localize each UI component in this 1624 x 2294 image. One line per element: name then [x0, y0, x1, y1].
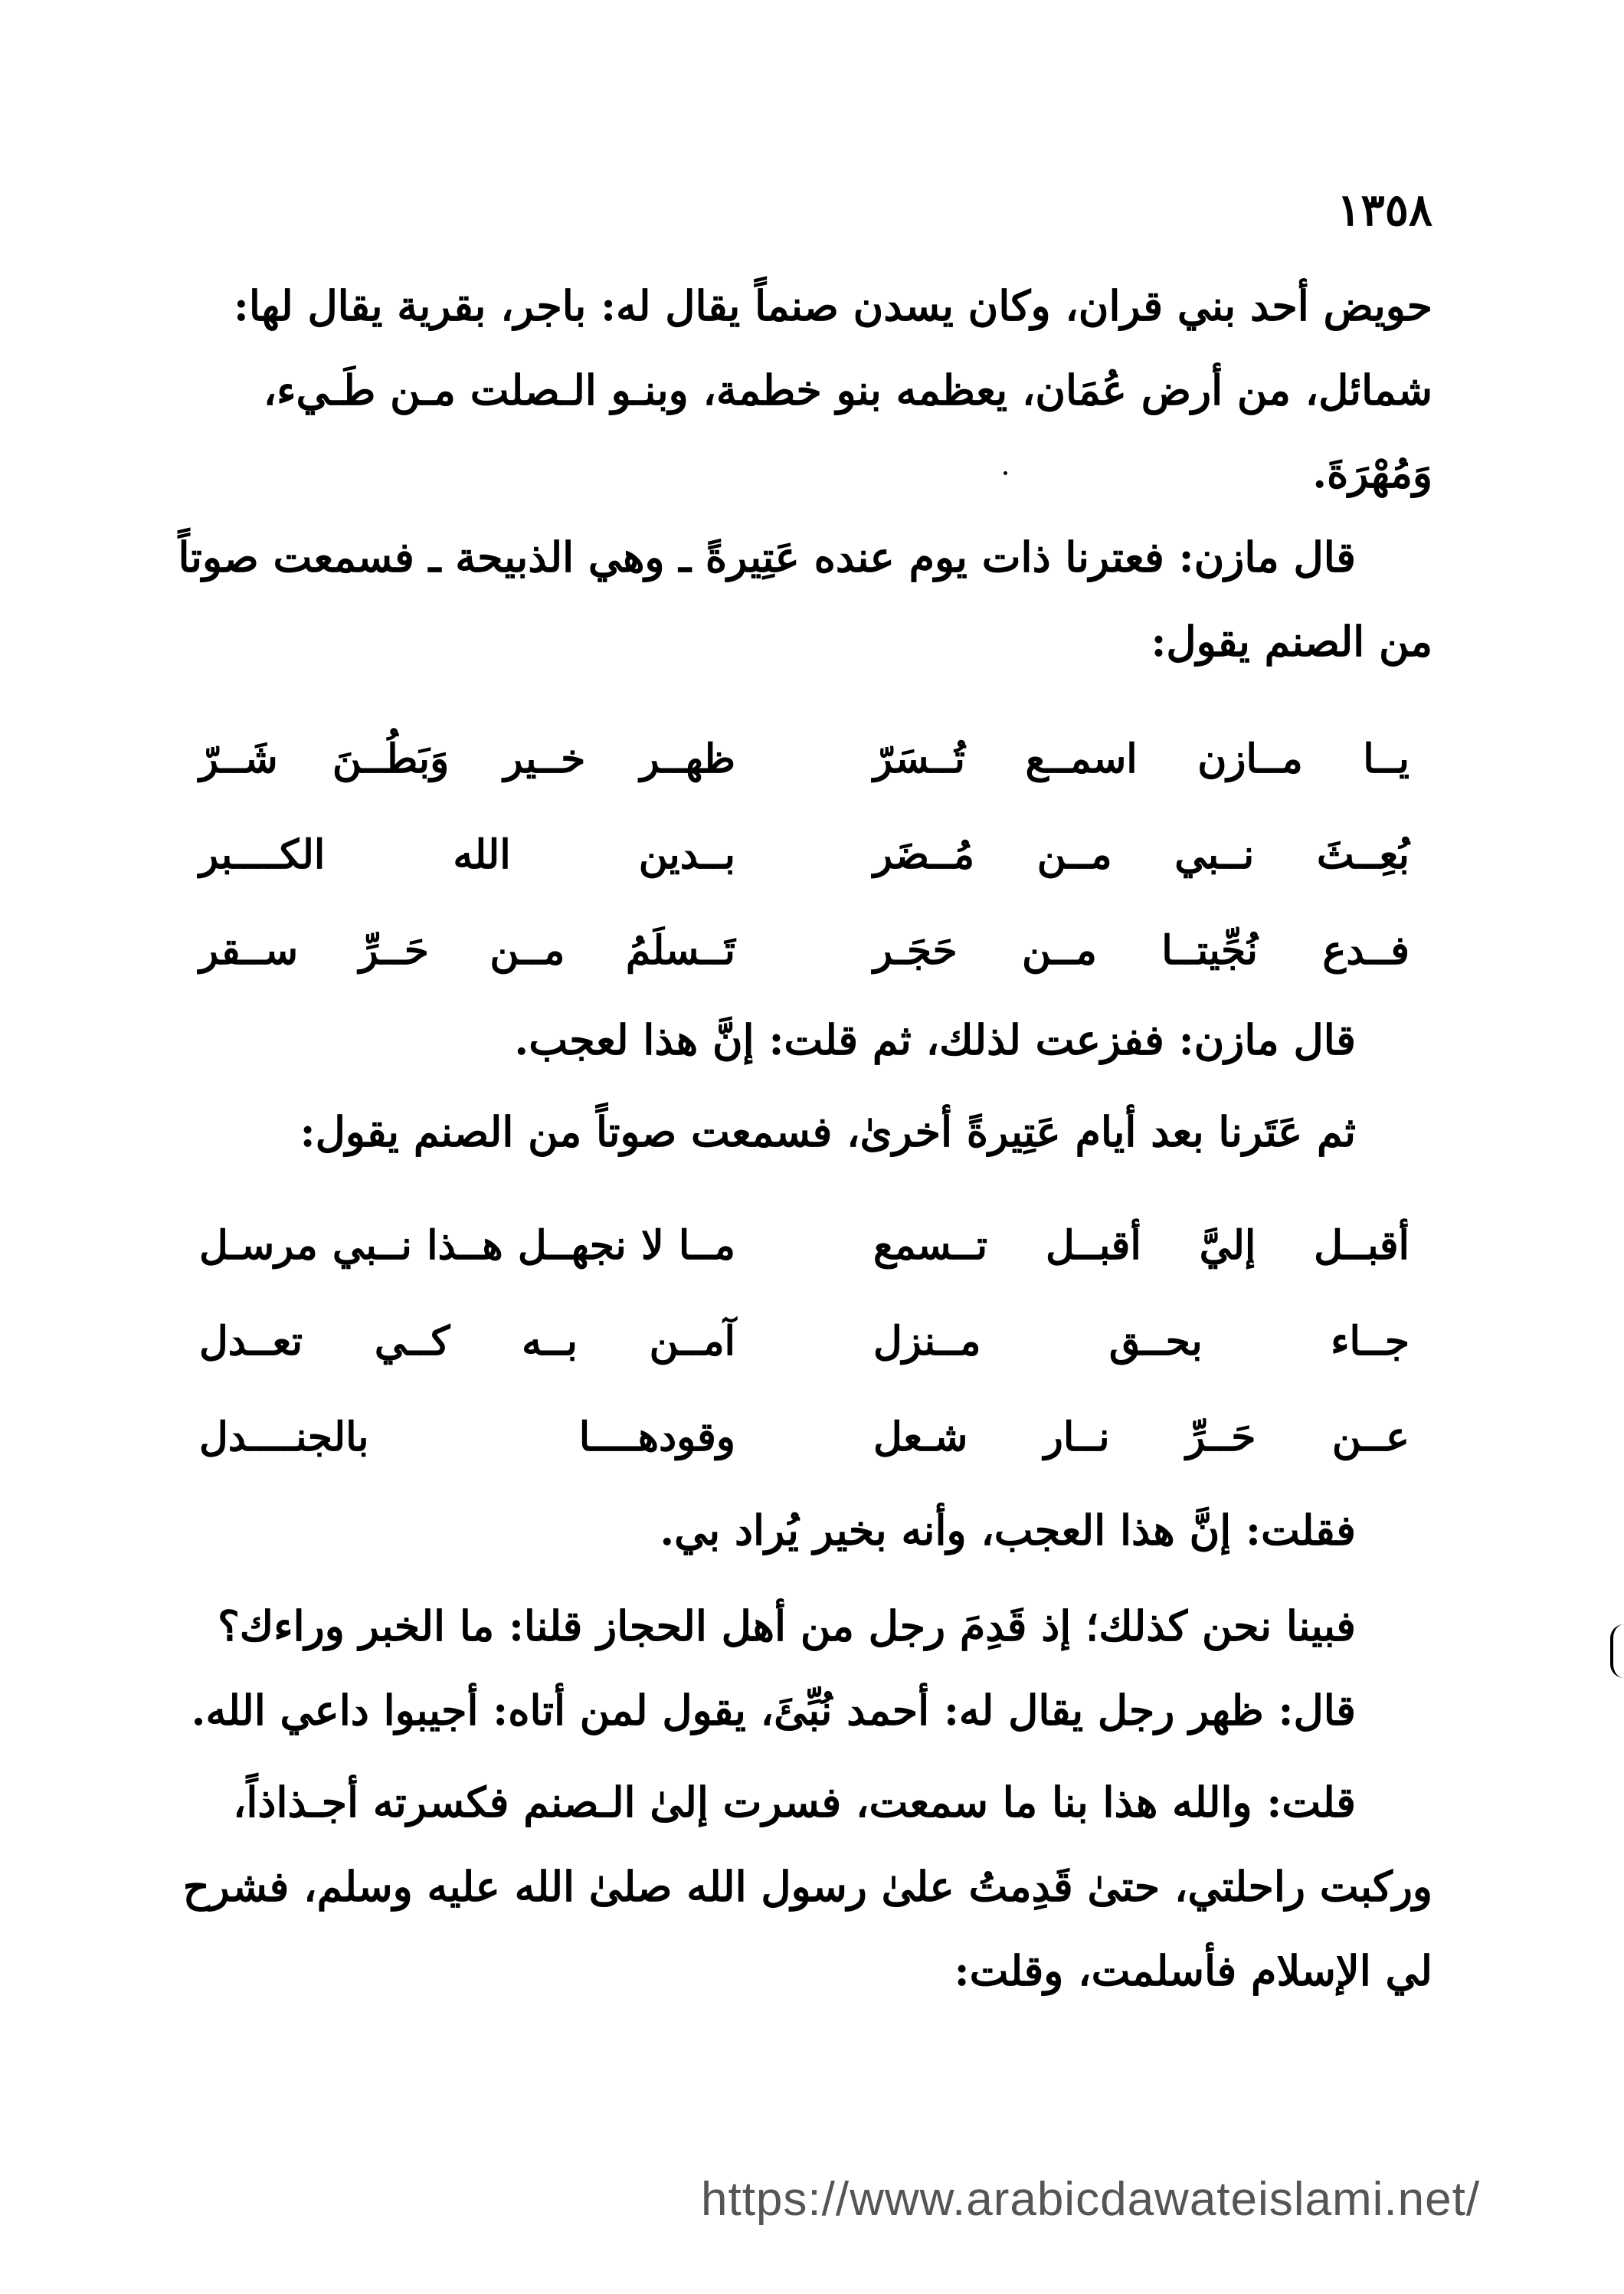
paragraph-line: شمائل، من أرض عُمَان، يعظمه بنو خطمة، وبنـو الـصلت مـن طَـيء، — [263, 365, 1432, 415]
page-edge-mark — [1610, 1624, 1624, 1678]
watermark-url: https://www.arabicdawateislami.net/ — [701, 2173, 1481, 2226]
verse-first-hemistich: بُعِــثَ نــبي مــن مُــضَر — [873, 831, 1410, 878]
paragraph-line: قلت: والله هذا بنا ما سمعت، فسرت إلىٰ الـصنم فكسرته أجـذاذاً، — [233, 1778, 1356, 1827]
verse-first-hemistich: جــاء بحــق مــنزل — [873, 1318, 1410, 1365]
verse-second-hemistich: آمــن بــه كــي تعــدل — [199, 1318, 735, 1365]
paragraph-line: من الصنم يقول: — [1151, 617, 1432, 666]
verse-second-hemistich: بــدين الله الكــــبر — [199, 831, 735, 878]
poem1-verse — [199, 736, 1410, 789]
paragraph-line: قال: ظهر رجل يقال له: أحمد نُبِّئَ، يقول لمن أتاه: أجيبوا داعي الله. — [191, 1686, 1356, 1735]
verse-second-hemistich: مــا لا نجهــل هــذا نــبي مرسـل — [199, 1222, 735, 1269]
paragraph-line: وَمُهْرَةَ. — [1312, 448, 1432, 497]
paragraph-line: قال مازن: فعترنا ذات يوم عنده عَتِيرةً ـ وهي الذبيحة ـ فسمعت صوتاً — [178, 533, 1356, 582]
paragraph-line: حويض أحد بني قران، وكان يسدن صنماً يقال له: باجر، بقرية يقال لها: — [233, 281, 1432, 330]
paragraph-line: قال مازن: ففزعت لذلك، ثم قلت: إنَّ هذا لعجب. — [514, 1015, 1356, 1064]
paragraph-line: ثم عَتَرنا بعد أيام عَتِيرةً أخرىٰ، فسمعت صوتاً من الصنم يقول: — [300, 1107, 1356, 1156]
poem1-verse — [199, 831, 1410, 885]
poem2-verse — [199, 1318, 1410, 1371]
ink-dot — [1004, 471, 1007, 475]
poem2-verse — [199, 1414, 1410, 1467]
verse-second-hemistich: تَــسلَمُ مــن حَــرِّ ســقر — [199, 927, 735, 974]
verse-first-hemistich: فــدع نُجِّيتــا مــن حَجَـر — [873, 927, 1410, 974]
verse-first-hemistich: عــن حَــرِّ نــار شـعل — [873, 1414, 1410, 1460]
verse-first-hemistich: يــا مــازن اسمــع تُــسَرّ — [873, 736, 1410, 782]
paragraph-line: فقلت: إنَّ هذا العجب، وأنه بخير يُراد بي. — [660, 1506, 1356, 1555]
page-number: ١٣٥٨ — [1337, 184, 1432, 236]
paragraph-line: فبينا نحن كذلك؛ إذ قَدِمَ رجل من أهل الحجاز قلنا: ما الخبر وراءك؟ — [218, 1601, 1356, 1650]
paragraph-line: وركبت راحلتي، حتىٰ قَدِمتُ علىٰ رسول الله صلىٰ الله عليه وسلم، فشرح — [182, 1862, 1432, 1911]
paragraph-line: لي الإسلام فأسلمت، وقلت: — [954, 1946, 1432, 1995]
poem1-verse — [199, 927, 1410, 981]
verse-second-hemistich: وقودهــــا بالجنــــدل — [199, 1414, 735, 1460]
verse-first-hemistich: أقبــل إليَّ أقبــل تــسمع — [873, 1222, 1410, 1269]
verse-second-hemistich: ظهــر خــير وَبَطُــنَ شَــرّ — [199, 736, 735, 782]
poem2-verse — [199, 1222, 1410, 1276]
